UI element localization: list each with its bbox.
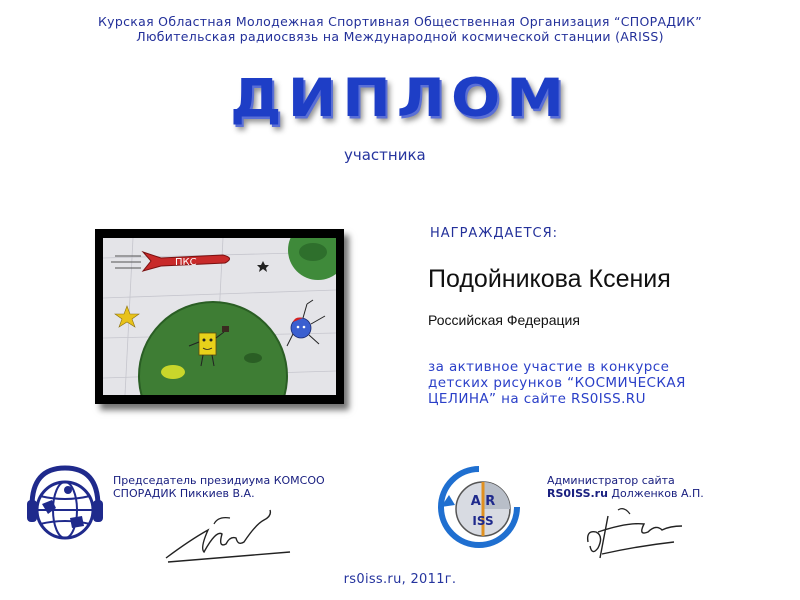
- right-signer-title: Администратор сайта: [547, 474, 675, 487]
- children-drawing: [103, 238, 336, 395]
- award-reason-line: ЦЕЛИНА” на сайте RS0ISS.RU: [428, 391, 646, 407]
- ariss-logo-text-bottom: ISS: [472, 514, 494, 528]
- globe-headphones-logo-icon: [26, 462, 104, 552]
- recipient-name: Подойникова Ксения: [428, 265, 671, 293]
- left-signer-name: СПОРАДИК Пиккиев В.А.: [113, 487, 255, 500]
- rocket-label: ПКС: [175, 257, 197, 268]
- right-signature: [578, 502, 688, 566]
- header-org-line: Курская Областная Молодежная Спортивная Общественная Организация “СПОРАДИК”: [98, 14, 702, 29]
- awarded-label: НАГРАЖДАЕТСЯ:: [430, 226, 559, 241]
- site-name: RS0ISS.ru: [547, 487, 608, 500]
- ariss-logo-text-top: A R: [470, 494, 496, 509]
- right-signer-surname: Долженков А.П.: [607, 487, 704, 500]
- award-reason-line: детских рисунков “КОСМИЧЕСКАЯ: [428, 375, 686, 391]
- diploma-subtitle: участника: [344, 146, 426, 164]
- footer-site-year: rs0iss.ru, 2011г.: [343, 572, 457, 587]
- left-signer-title: Председатель президиума КОМСОО: [113, 474, 325, 487]
- recipient-country: Российская Федерация: [428, 312, 580, 328]
- header-sub-line: Любительская радиосвязь на Международной космической станции (ARISS): [136, 29, 664, 44]
- diploma-title: ДИПЛОМ: [230, 67, 570, 129]
- left-signature: [160, 500, 300, 570]
- ariss-logo-icon: [437, 465, 521, 549]
- right-signer-name: [547, 487, 704, 500]
- children-drawing-frame: [95, 229, 344, 404]
- award-reason-line: за активное участие в конкурсе: [428, 359, 670, 375]
